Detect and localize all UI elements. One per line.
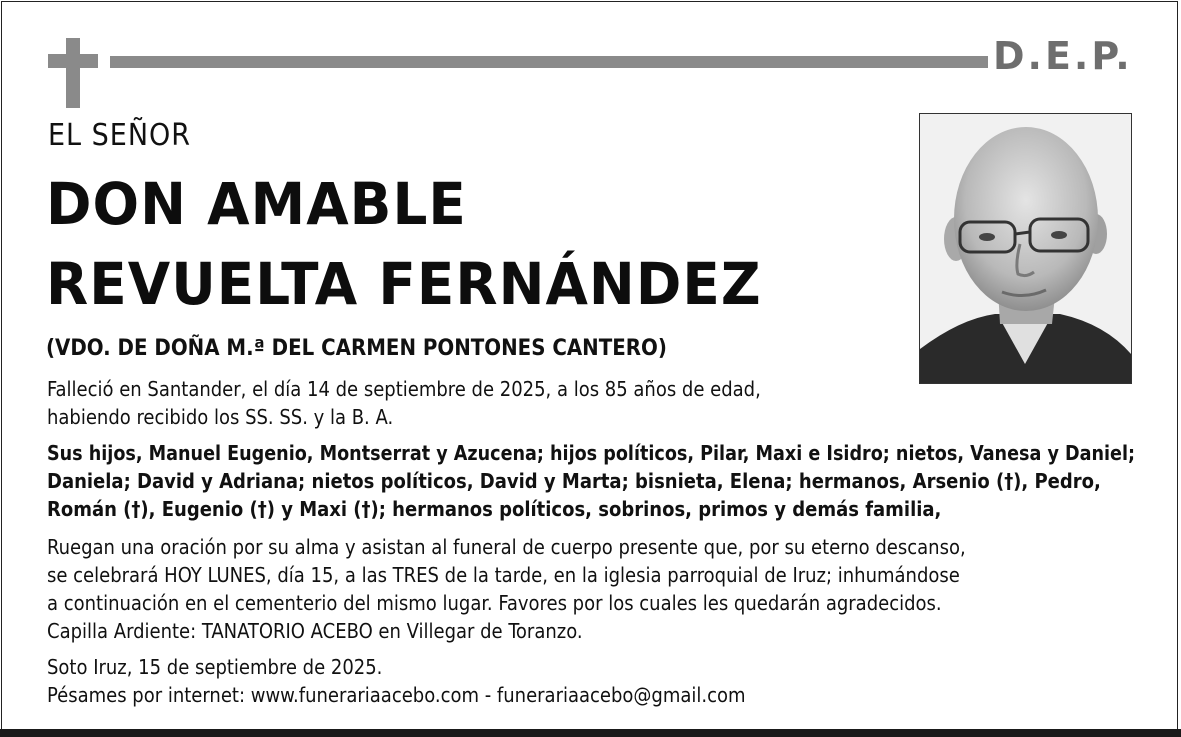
bottom-border [0,729,1181,737]
online-condolences: Pésames por internet: www.funerariaacebo.com - funerariaacebo@gmail.com [47,683,746,707]
death-text-line: habiendo recibido los SS. SS. y la B. A. [47,405,394,429]
widower-line: (VDO. DE DOÑA M.ª DEL CARMEN PONTONES CANTERO) [46,336,667,361]
request-text-line: Capilla Ardiente: TANATORIO ACEBO en Villegar de Toranzo. [47,619,583,643]
family-text-line: Román (†), Eugenio (†) y Maxi (†); hermanos políticos, sobrinos, primos y demás familia, [47,497,942,521]
death-text-line: Falleció en Santander, el día 14 de septiembre de 2025, a los 85 años de edad, [47,377,761,401]
deceased-name-line1: DON AMABLE [46,170,467,238]
cross-icon [66,38,80,108]
dep-heading: D.E.P. [993,34,1133,78]
deceased-portrait [919,113,1132,384]
cross-icon-arm [48,54,98,68]
intro-title: EL SEÑOR [48,118,192,153]
family-text-line: Daniela; David y Adriana; nietos políticos, David y Marta; bisnieta, Elena; hermanos, Arsenio (†), Pedro, [47,469,1101,493]
header-rule [110,56,988,68]
deceased-name-line2: REVUELTA FERNÁNDEZ [46,250,762,318]
place-date: Soto Iruz, 15 de septiembre de 2025. [47,655,383,679]
request-text-line: Ruegan una oración por su alma y asistan al funeral de cuerpo presente que, por su eterno descanso, [47,535,966,559]
family-text-line: Sus hijos, Manuel Eugenio, Montserrat y Azucena; hijos políticos, Pilar, Maxi e Isidro; nietos, Vanesa y Daniel; [47,441,1136,465]
request-text-line: se celebrará HOY LUNES, día 15, a las TRES de la tarde, en la iglesia parroquial de Iruz; inhumándose [47,563,960,587]
portrait-image [920,114,1131,383]
request-text-line: a continuación en el cementerio del mismo lugar. Favores por los cuales les quedarán agradecidos. [47,591,942,615]
